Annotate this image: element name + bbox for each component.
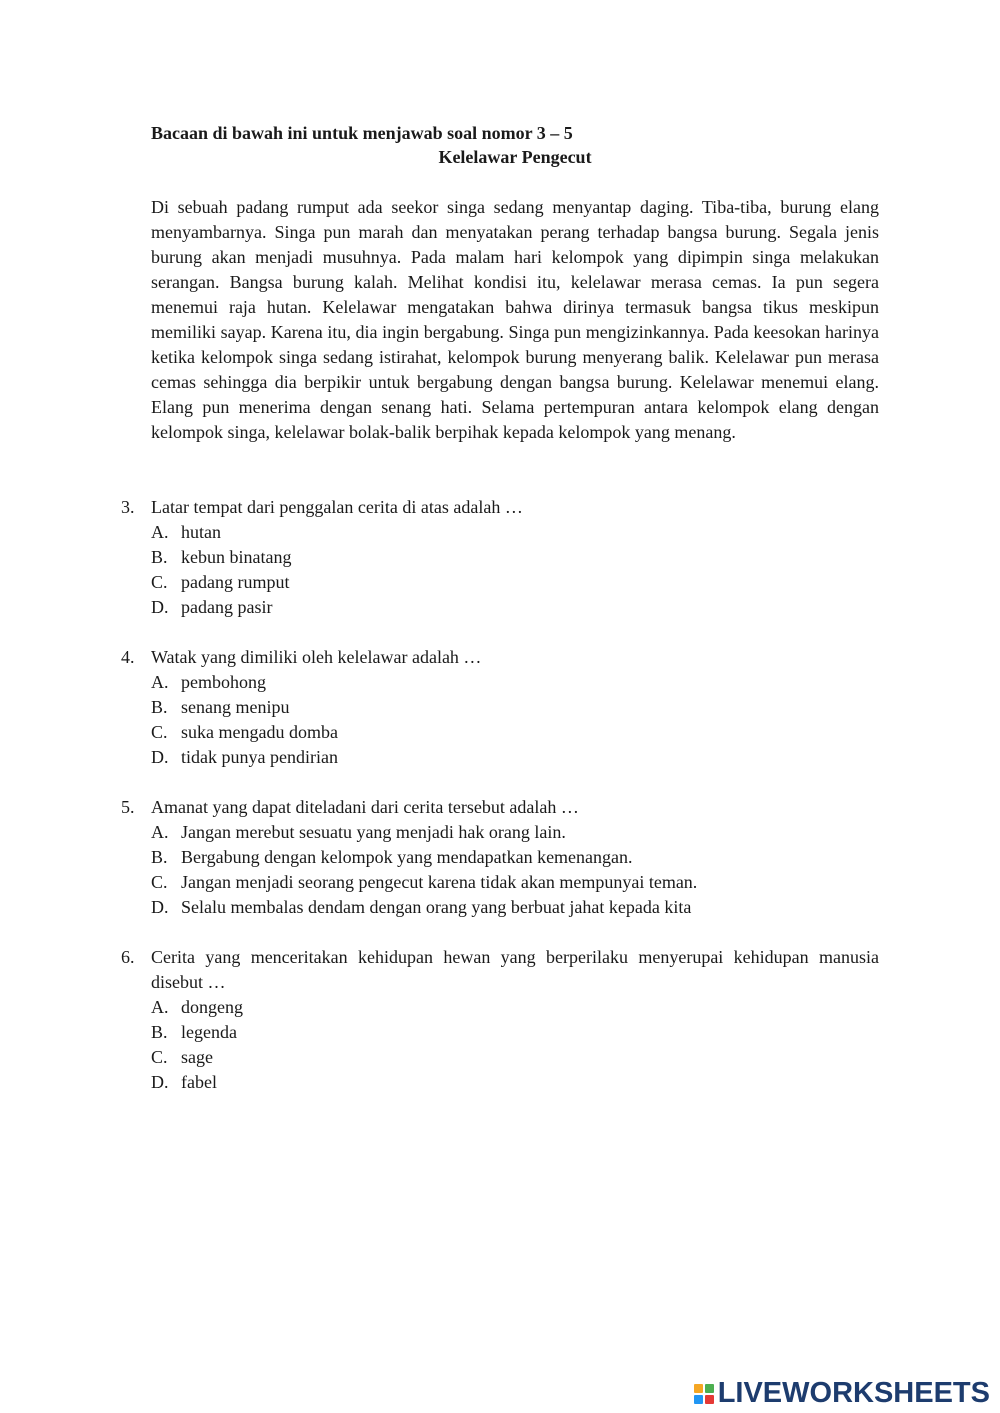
answer-options [121, 995, 879, 1095]
option-b[interactable] [151, 845, 879, 870]
option-letter: A. [151, 672, 169, 692]
option-d[interactable] [151, 1070, 879, 1095]
option-letter: C. [151, 722, 168, 742]
option-c[interactable] [151, 1045, 879, 1070]
option-text: sage [181, 1047, 213, 1067]
option-text: legenda [181, 1022, 237, 1042]
option-a[interactable] [151, 670, 879, 695]
option-text: pembohong [181, 672, 266, 692]
option-c[interactable] [151, 570, 879, 595]
option-text: tidak punya pendirian [181, 747, 338, 767]
option-letter: C. [151, 572, 168, 592]
question-number: 4. [121, 647, 135, 667]
option-text: dongeng [181, 997, 243, 1017]
option-text: Bergabung dengan kelompok yang mendapatkan kemenangan. [181, 847, 633, 867]
option-a[interactable] [151, 995, 879, 1020]
option-text: Jangan menjadi seorang pengecut karena tidak akan mempunyai teman. [181, 872, 698, 892]
story-passage: Di sebuah padang rumput ada seekor singa sedang menyantap daging. Tiba-tiba, burung elang menyambarnya. Singa pun marah dan menyatakan perang terhadap bangsa burung. Segala jenis burung akan menjadi musuhnya. Pada malam hari kelompok yang dipimpin singa melakukan serangan. Bangsa burung kalah. Melihat kondisi itu, kelelawar merasa cemas. Ia pun segera menemui raja hutan. Kelelawar mengatakan bahwa dirinya termasuk bangsa tikus meskipun memiliki sayap. Karena itu, dia ingin bergabung. Singa pun mengizinkannya. Pada keesokan harinya ketika kelompok singa sedang istirahat, kelompok burung menyerang balik. Kelelawar pun merasa cemas sehingga dia berpikir untuk bergabung dengan bangsa burung. Kelelawar menemui elang. Elang pun menerima dengan senang hati. Selama pertempuran antara kelompok elang dengan kelompok singa, kelelawar bolak-balik berpihak kepada kelompok yang menang. [151, 197, 879, 442]
option-text: Selalu membalas dendam dengan orang yang berbuat jahat kepada kita [181, 897, 692, 917]
option-text: hutan [181, 522, 221, 542]
option-text: fabel [181, 1072, 217, 1092]
liveworksheets-logo[interactable] [694, 1377, 990, 1410]
question-number: 3. [121, 497, 135, 517]
option-letter: A. [151, 822, 169, 842]
question-5 [121, 795, 879, 920]
option-letter: C. [151, 872, 168, 892]
question-4 [121, 645, 879, 770]
logo-text: LIVEWORKSHEETS [717, 1377, 990, 1409]
option-b[interactable] [151, 1020, 879, 1045]
option-c[interactable] [151, 720, 879, 745]
question-text: Cerita yang menceritakan kehidupan hewan yang berperilaku menyerupai kehidupan manusia disebut … [151, 947, 879, 992]
question-3 [121, 495, 879, 620]
passage-intro: Bacaan di bawah ini untuk menjawab soal nomor 3 – 5 [151, 123, 573, 143]
question-6 [121, 945, 879, 1095]
option-letter: B. [151, 547, 168, 567]
option-text: senang menipu [181, 697, 290, 717]
option-a[interactable] [151, 520, 879, 545]
question-text: Watak yang dimiliki oleh kelelawar adalah … [151, 647, 482, 667]
option-text: padang pasir [181, 597, 273, 617]
option-letter: D. [151, 747, 169, 767]
logo-square-icon [694, 1395, 703, 1404]
option-text: suka mengadu domba [181, 722, 338, 742]
question-number: 5. [121, 797, 135, 817]
option-d[interactable] [151, 595, 879, 620]
question-text: Amanat yang dapat diteladani dari cerita tersebut adalah … [151, 797, 579, 817]
logo-square-icon [705, 1384, 714, 1393]
answer-options [121, 820, 879, 920]
option-d[interactable] [151, 745, 879, 770]
story-title: Kelelawar Pengecut [438, 147, 592, 167]
option-letter: D. [151, 597, 169, 617]
question-number: 6. [121, 947, 135, 967]
option-text: Jangan merebut sesuatu yang menjadi hak orang lain. [181, 822, 566, 842]
option-text: kebun binatang [181, 547, 292, 567]
option-letter: B. [151, 697, 168, 717]
option-b[interactable] [151, 545, 879, 570]
option-letter: A. [151, 997, 169, 1017]
option-a[interactable] [151, 820, 879, 845]
question-text: Latar tempat dari penggalan cerita di atas adalah … [151, 497, 523, 517]
option-b[interactable] [151, 695, 879, 720]
option-d[interactable] [151, 895, 879, 920]
option-letter: D. [151, 897, 169, 917]
answer-options [121, 670, 879, 770]
logo-square-icon [705, 1395, 714, 1404]
option-letter: D. [151, 1072, 169, 1092]
option-c[interactable] [151, 870, 879, 895]
answer-options [121, 520, 879, 620]
option-letter: B. [151, 847, 168, 867]
option-letter: A. [151, 522, 169, 542]
logo-grid-icon [694, 1384, 714, 1404]
option-text: padang rumput [181, 572, 290, 592]
logo-square-icon [694, 1384, 703, 1393]
option-letter: B. [151, 1022, 168, 1042]
option-letter: C. [151, 1047, 168, 1067]
